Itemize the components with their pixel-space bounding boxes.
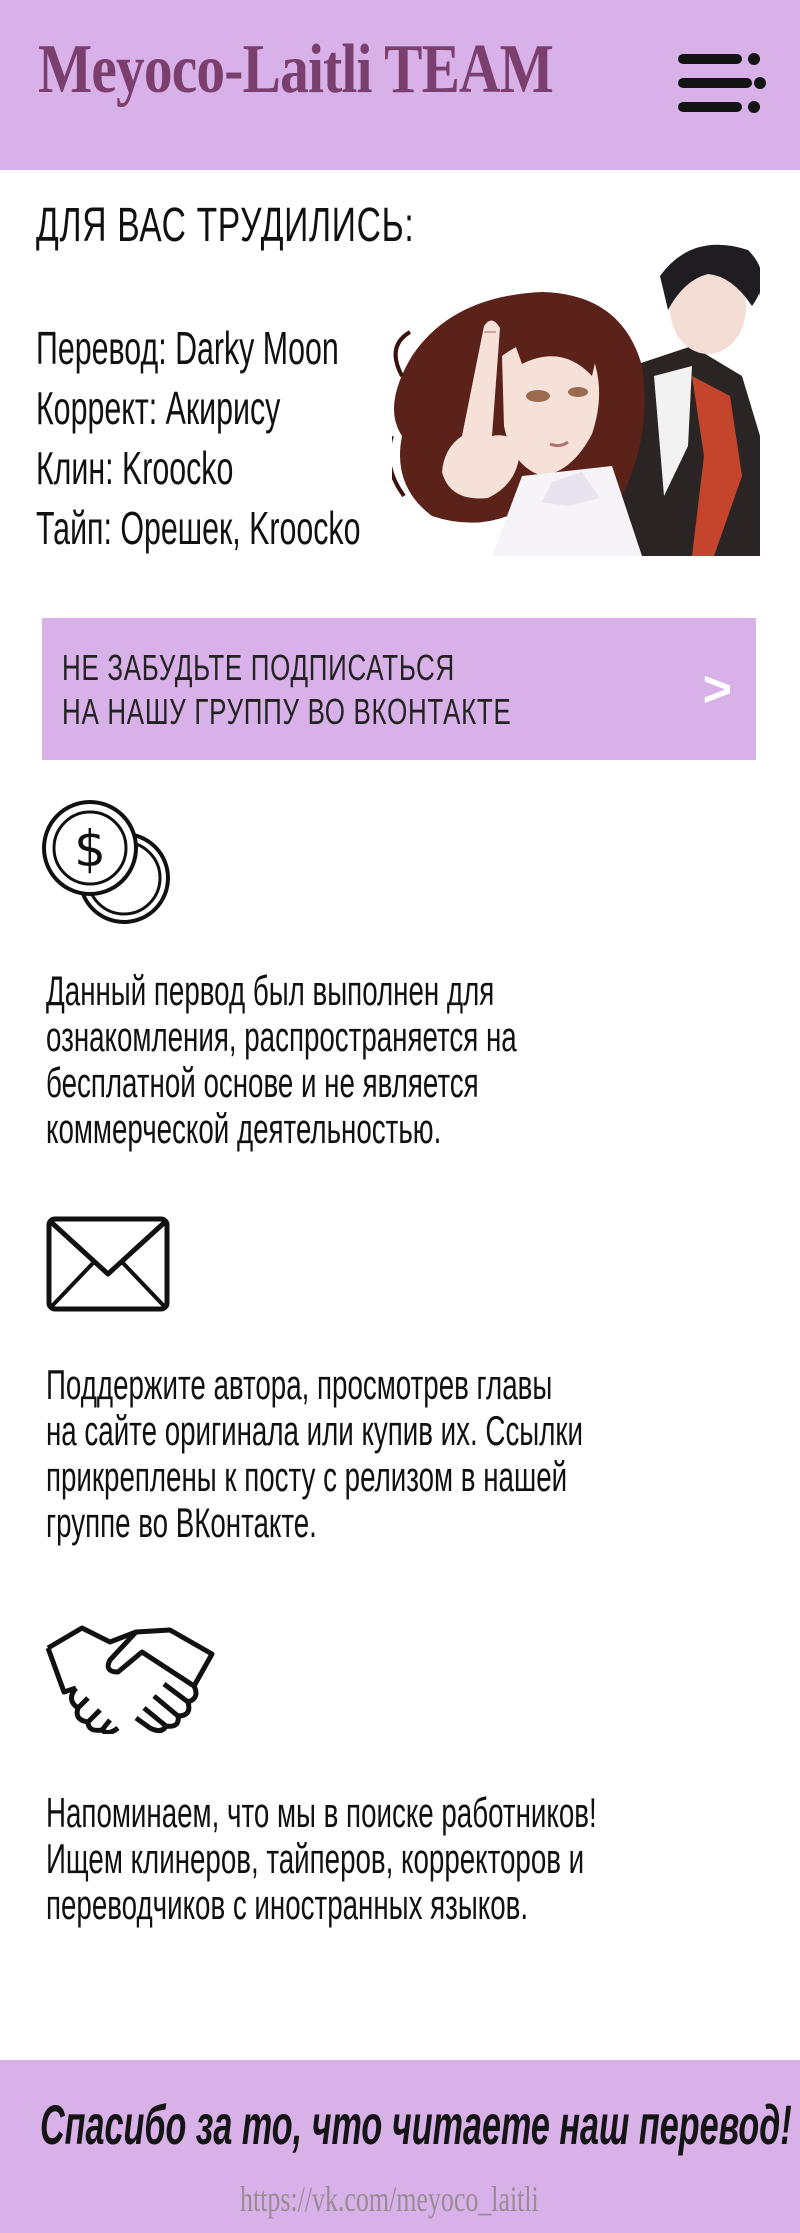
coins-dollar-icon bbox=[40, 798, 174, 934]
credit-proofreading: Коррект: Акирису bbox=[36, 382, 281, 434]
team-logo[interactable]: Meyoco-Laitli TEAM bbox=[38, 31, 554, 108]
svg-text:$: $ bbox=[74, 820, 106, 878]
credit-cleaning: Клин: Kroocko bbox=[36, 442, 234, 494]
credit-translation: Перевод: Darky Moon bbox=[36, 322, 339, 374]
credits-heading: ДЛЯ ВАС ТРУДИЛИСЬ: bbox=[36, 199, 415, 252]
subscribe-text bbox=[62, 646, 511, 734]
subscribe-line-1: НЕ ЗАБУДЬТЕ ПОДПИСАТЬСЯ bbox=[62, 647, 455, 688]
subscribe-vk-banner[interactable] bbox=[42, 618, 756, 760]
support-author-text: Поддержите автора, просмотрев главы на сайте оригинала или купив их. Ссылки прикреплены к посту с релизом в нашей группе во ВКонтакте. bbox=[46, 1361, 584, 1546]
manga-characters-illustration bbox=[392, 236, 760, 556]
vk-group-link[interactable]: https://vk.com/meyoco_laitli bbox=[240, 2179, 539, 2219]
thanks-message: Спасибо за то, что читаете наш перевод! bbox=[40, 2093, 792, 2156]
handshake-icon bbox=[44, 1622, 216, 1734]
disclaimer-text: Данный первод был выполнен для ознакомления, распространяется на бесплатной основе и не является коммерческой деятельностью. bbox=[46, 967, 517, 1152]
hamburger-menu-icon bbox=[672, 48, 768, 120]
recruiting-text: Напоминаем, что мы в поиске работников! Ищем клинеров, тайперов, корректоров и переводчиков с иностранных языков. bbox=[46, 1789, 597, 1928]
envelope-icon bbox=[46, 1216, 170, 1312]
footer-bar bbox=[0, 2060, 800, 2233]
header-bar bbox=[0, 0, 800, 170]
chevron-right-icon: > bbox=[702, 661, 732, 717]
subscribe-line-2: НА НАШУ ГРУППУ ВО ВКОНТАКТЕ bbox=[62, 691, 512, 732]
credit-typesetting: Тайп: Орешек, Kroocko bbox=[36, 502, 361, 554]
menu-button[interactable] bbox=[672, 48, 768, 120]
